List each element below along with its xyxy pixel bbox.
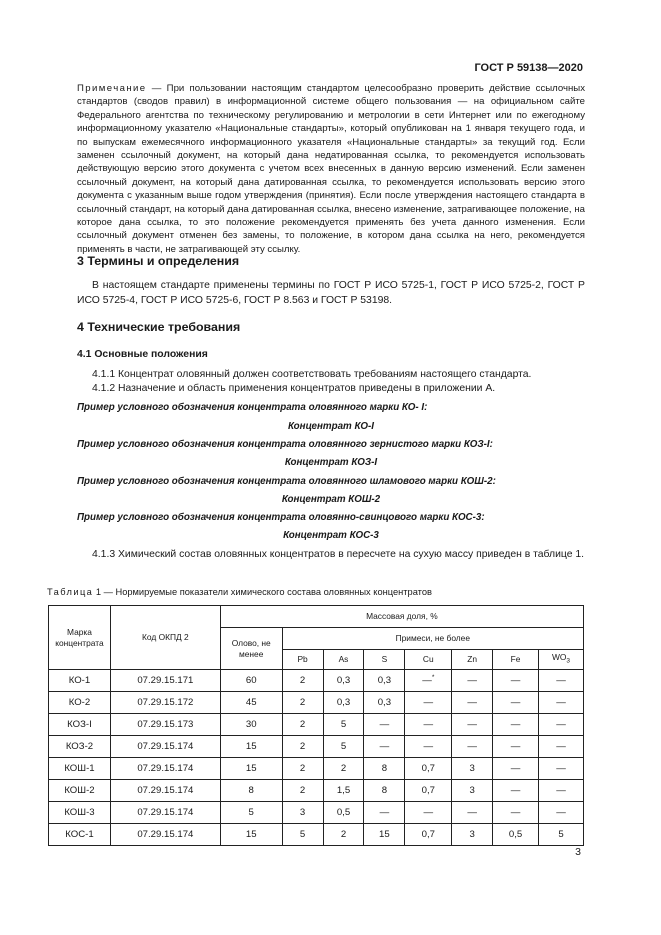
header-okpd-code: Код ОКПД 2: [110, 606, 220, 670]
clause-4-1-3: 4.1.3 Химический состав оловянных концентратов в пересчете на сухую массу приведен в таблице 1.: [92, 549, 585, 560]
example-1-code: Концентрат КО-I: [288, 421, 374, 432]
table-cell: 2: [282, 714, 323, 736]
table-cell: —: [539, 802, 584, 824]
table-cell: —: [405, 692, 452, 714]
table-cell: 0,7: [405, 824, 452, 846]
example-2-desc: Пример условного обозначения концентрата оловянного зернистого марки КОЗ-I:: [77, 439, 493, 450]
table-cell: —: [493, 758, 539, 780]
header-pb: Pb: [282, 650, 323, 670]
table-cell: 60: [220, 670, 282, 692]
example-4-desc: Пример условного обозначения концентрата оловянно-свинцового марки КОС-3:: [77, 512, 485, 523]
table-cell: 3: [452, 758, 493, 780]
table-cell: 07.29.15.174: [110, 758, 220, 780]
table-cell: —: [452, 736, 493, 758]
table-cell: 5: [323, 736, 364, 758]
table-row: [49, 780, 584, 802]
table-cell: 0,3: [364, 692, 405, 714]
wo-subscript: 3: [566, 657, 571, 665]
table-caption-label: Таблица: [47, 587, 94, 597]
table-cell: —: [539, 692, 584, 714]
table-cell: —: [493, 780, 539, 802]
table-cell: —: [364, 736, 405, 758]
header-as: As: [323, 650, 364, 670]
table-cell: —: [493, 670, 539, 692]
table-cell: —: [452, 692, 493, 714]
table-cell: —: [405, 802, 452, 824]
table-cell: 2: [282, 758, 323, 780]
table-cell: КОС-1: [49, 824, 111, 846]
table-cell: КОШ-2: [49, 780, 111, 802]
table-cell: 2: [323, 758, 364, 780]
clause-4-1-2: 4.1.2 Назначение и область применения концентратов приведены в приложении А.: [92, 383, 496, 394]
table-row: [49, 714, 584, 736]
header-mass-fraction: Массовая доля, %: [220, 606, 583, 628]
table-cell: 07.29.15.174: [110, 736, 220, 758]
table-cell: —: [452, 714, 493, 736]
table-cell: КОЗ-I: [49, 714, 111, 736]
table-cell: 2: [282, 780, 323, 802]
table-cell: —: [452, 802, 493, 824]
table-cell: 30: [220, 714, 282, 736]
table-cell: —: [539, 758, 584, 780]
table-cell: 5: [220, 802, 282, 824]
example-1-desc: Пример условного обозначения концентрата оловянного марки КО- I:: [77, 402, 428, 413]
table-cell: 1,5: [323, 780, 364, 802]
table-row: [49, 692, 584, 714]
table-cell: 8: [364, 780, 405, 802]
note-block: [77, 82, 585, 256]
header-grade: Марка концентрата: [49, 606, 111, 670]
table-cell: КО-2: [49, 692, 111, 714]
table-cell: —: [493, 736, 539, 758]
table-cell: 07.29.15.174: [110, 780, 220, 802]
table-cell: 5: [323, 714, 364, 736]
page-number: 3: [575, 846, 581, 858]
table-caption-text: 1 — Нормируемые показатели химического состава оловянных концентратов: [93, 587, 432, 597]
note-text: — При пользовании настоящим стандартом целесообразно проверить действие ссылочных стандартов (сводов правил) в информационной системе общего пользования — на официальном сайте Федерального агентства по техническому регулированию и метрологии в сети Интернет или по ежегодному информационному указателю «Национальные стандарты», который опубликован на 1 января текущего года, и по выпускам ежемесячного информационного указателя «Национальные стандарты» за текущий год. Если заменен ссылочный документ, на который дана недатированная ссылка, то рекомендуется использовать действующую версию этого документа с учетом всех внесенных в данную версию изменений. Если заменен ссылочный документ, на который дана датированная ссылка, то рекомендуется использовать версию этого документа с указанным выше годом утверждения (принятия). Если после утверждения настоящего стандарта в ссылочный стандарт, на который дана датированная ссылка, внесено изменение, затрагивающее положение, на которое дана ссылка, то это положение рекомендуется применять без учета данного изменения. Если ссылочный документ отменен без замены, то положение, в котором дана ссылка на него, рекомендуется применять в части, не затрагивающей эту ссылку.: [77, 83, 585, 255]
table-cell: 8: [220, 780, 282, 802]
table-cell: 2: [282, 670, 323, 692]
table-cell: 07.29.15.172: [110, 692, 220, 714]
subsection-4-1-title: 4.1 Основные положения: [77, 349, 208, 360]
table-cell: —: [452, 670, 493, 692]
table-cell: 15: [220, 758, 282, 780]
table-cell: КОШ-3: [49, 802, 111, 824]
table-cell: —: [364, 802, 405, 824]
table-cell: 0,5: [493, 824, 539, 846]
table-cell: —: [539, 670, 584, 692]
table-row: [49, 824, 584, 846]
document-id-header: ГОСТ Р 59138—2020: [474, 62, 583, 74]
table-cell: —: [493, 692, 539, 714]
table-cell: 45: [220, 692, 282, 714]
table-cell: 07.29.15.174: [110, 824, 220, 846]
table-1-caption: [47, 587, 432, 597]
table-cell: —: [539, 736, 584, 758]
table-cell: 3: [282, 802, 323, 824]
table-cell: 15: [220, 824, 282, 846]
section-3-text: В настоящем стандарте применены термины по ГОСТ Р ИСО 5725-1, ГОСТ Р ИСО 5725-2, ГОСТ Р ИСО 5725-4, ГОСТ Р ИСО 5725-6, ГОСТ Р 8.563 и ГОСТ Р 53198.: [77, 280, 585, 306]
table-cell: 0,5: [323, 802, 364, 824]
table-cell: —: [539, 714, 584, 736]
table-cell: 0,3: [323, 692, 364, 714]
example-3-desc: Пример условного обозначения концентрата оловянного шламового марки КОШ-2:: [77, 476, 496, 487]
table-cell: —: [405, 714, 452, 736]
table-cell: 5: [539, 824, 584, 846]
example-4-code: Концентрат КОС-3: [283, 530, 379, 541]
table-cell: 07.29.15.173: [110, 714, 220, 736]
table-body: [49, 670, 584, 846]
table-cell: 0,3: [323, 670, 364, 692]
table-cell: 0,7: [405, 758, 452, 780]
table-cell: 2: [282, 692, 323, 714]
header-impurities: Примеси, не более: [282, 628, 583, 650]
table-cell: 15: [364, 824, 405, 846]
table-cell: —*: [405, 670, 452, 692]
wo-symbol: WO: [551, 652, 567, 663]
table-cell: 15: [220, 736, 282, 758]
table-cell: 0,7: [405, 780, 452, 802]
example-2-code: Концентрат КОЗ-I: [284, 457, 378, 468]
table-row: [49, 758, 584, 780]
table-cell: КОЗ-2: [49, 736, 111, 758]
table-cell: —: [405, 736, 452, 758]
table-cell: 2: [323, 824, 364, 846]
table-cell: —: [364, 714, 405, 736]
table-row: [49, 670, 584, 692]
table-cell: 07.29.15.174: [110, 802, 220, 824]
table-row: [49, 802, 584, 824]
table-cell: —: [539, 780, 584, 802]
table-cell: —: [493, 714, 539, 736]
note-label: Примечание: [77, 83, 147, 94]
header-wo3: [539, 650, 584, 670]
table-cell: 5: [282, 824, 323, 846]
table-cell: 2: [282, 736, 323, 758]
table-cell: 3: [452, 780, 493, 802]
clause-4-1-1: 4.1.1 Концентрат оловянный должен соответствовать требованиям настоящего стандарта.: [92, 369, 532, 380]
table-cell: 07.29.15.171: [110, 670, 220, 692]
table-row: [49, 736, 584, 758]
header-fe: Fe: [493, 650, 539, 670]
header-tin: Олово, не менее: [220, 628, 282, 670]
table-cell: КО-1: [49, 670, 111, 692]
header-s: S: [364, 650, 405, 670]
header-cu: Cu: [405, 650, 452, 670]
example-3-code: Концентрат КОШ-2: [281, 494, 381, 505]
footnote-mark: *: [431, 674, 435, 682]
table-cell: 3: [452, 824, 493, 846]
table-cell: 8: [364, 758, 405, 780]
section-4-title: 4 Технические требования: [77, 320, 241, 334]
section-3-title: 3 Термины и определения: [77, 254, 240, 268]
chemical-composition-table: [48, 605, 584, 846]
header-zn: Zn: [452, 650, 493, 670]
table-cell: КОШ-1: [49, 758, 111, 780]
table-cell: 0,3: [364, 670, 405, 692]
table-cell: —: [493, 802, 539, 824]
